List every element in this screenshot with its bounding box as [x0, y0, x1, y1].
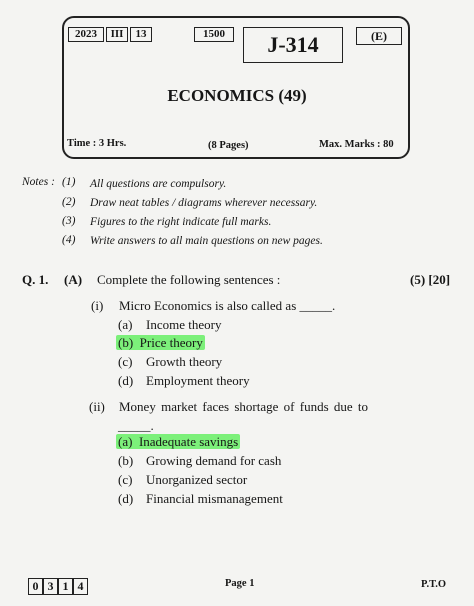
- option-label: (b): [118, 335, 134, 350]
- item-stem: Micro Economics is also called as _____.: [119, 298, 336, 313]
- medium-cell: (E): [356, 27, 402, 45]
- option-text: Growth theory: [146, 354, 223, 369]
- footer-digit-cell: 3: [43, 578, 58, 595]
- question-marks: (5) [20]: [410, 272, 451, 287]
- footer-digit-cell: 1: [58, 578, 73, 595]
- note-item-num: (1): [62, 176, 76, 188]
- code-a-cell: III: [106, 27, 128, 42]
- option-label: (d): [118, 491, 134, 506]
- item-number: (i): [91, 298, 104, 313]
- code-b-cell: 13: [130, 27, 152, 42]
- count-cell: 1500: [194, 27, 234, 42]
- note-item-num: (4): [62, 234, 76, 246]
- note-item-text: Figures to the right indicate full marks.: [90, 216, 272, 228]
- option-text: Price theory: [139, 335, 203, 350]
- option-text: Employment theory: [146, 373, 250, 388]
- question-number: Q. 1.: [22, 272, 49, 287]
- time-label: Time : 3 Hrs.: [67, 138, 127, 149]
- option-label: (b): [118, 453, 134, 468]
- item-number: (ii): [89, 399, 105, 414]
- highlighted-answer: [116, 434, 240, 450]
- option-text: Inadequate savings: [138, 434, 239, 449]
- note-item-num: (3): [62, 215, 76, 227]
- page-number: Page 1: [225, 578, 255, 589]
- footer-digit-cell: 0: [28, 578, 43, 595]
- item-stem-continued: _____.: [118, 418, 154, 433]
- question-part: (A): [64, 272, 83, 287]
- option-text: Unorganized sector: [146, 472, 248, 487]
- note-item-text: All questions are compulsory.: [90, 178, 227, 190]
- notes-label: Notes :: [22, 176, 55, 188]
- pto-label: P.T.O: [421, 579, 447, 590]
- question-instruction: Complete the following sentences :: [97, 272, 281, 287]
- subject-title: ECONOMICS (49): [167, 86, 307, 105]
- option-label: (c): [118, 472, 133, 487]
- note-item-text: Draw neat tables / diagrams wherever necessary.: [90, 197, 318, 209]
- note-item-text: Write answers to all main questions on new pages.: [90, 235, 323, 247]
- year-cell: 2023: [68, 27, 104, 42]
- option-label: (d): [118, 373, 134, 388]
- option-label: (a): [118, 434, 133, 449]
- option-text: Income theory: [146, 317, 222, 332]
- pages-label: (8 Pages): [208, 140, 249, 151]
- paper-code-box: J-314: [243, 27, 343, 63]
- option-label: (a): [118, 317, 133, 332]
- max-marks-label: Max. Marks : 80: [319, 139, 394, 150]
- note-item-num: (2): [62, 196, 76, 208]
- option-text: Financial mismanagement: [146, 491, 283, 506]
- footer-digit-cell: 4: [73, 578, 88, 595]
- item-stem: Money market faces shortage of funds due to: [119, 399, 369, 414]
- highlighted-answer: [116, 335, 205, 351]
- option-text: Growing demand for cash: [146, 453, 282, 468]
- option-label: (c): [118, 354, 133, 369]
